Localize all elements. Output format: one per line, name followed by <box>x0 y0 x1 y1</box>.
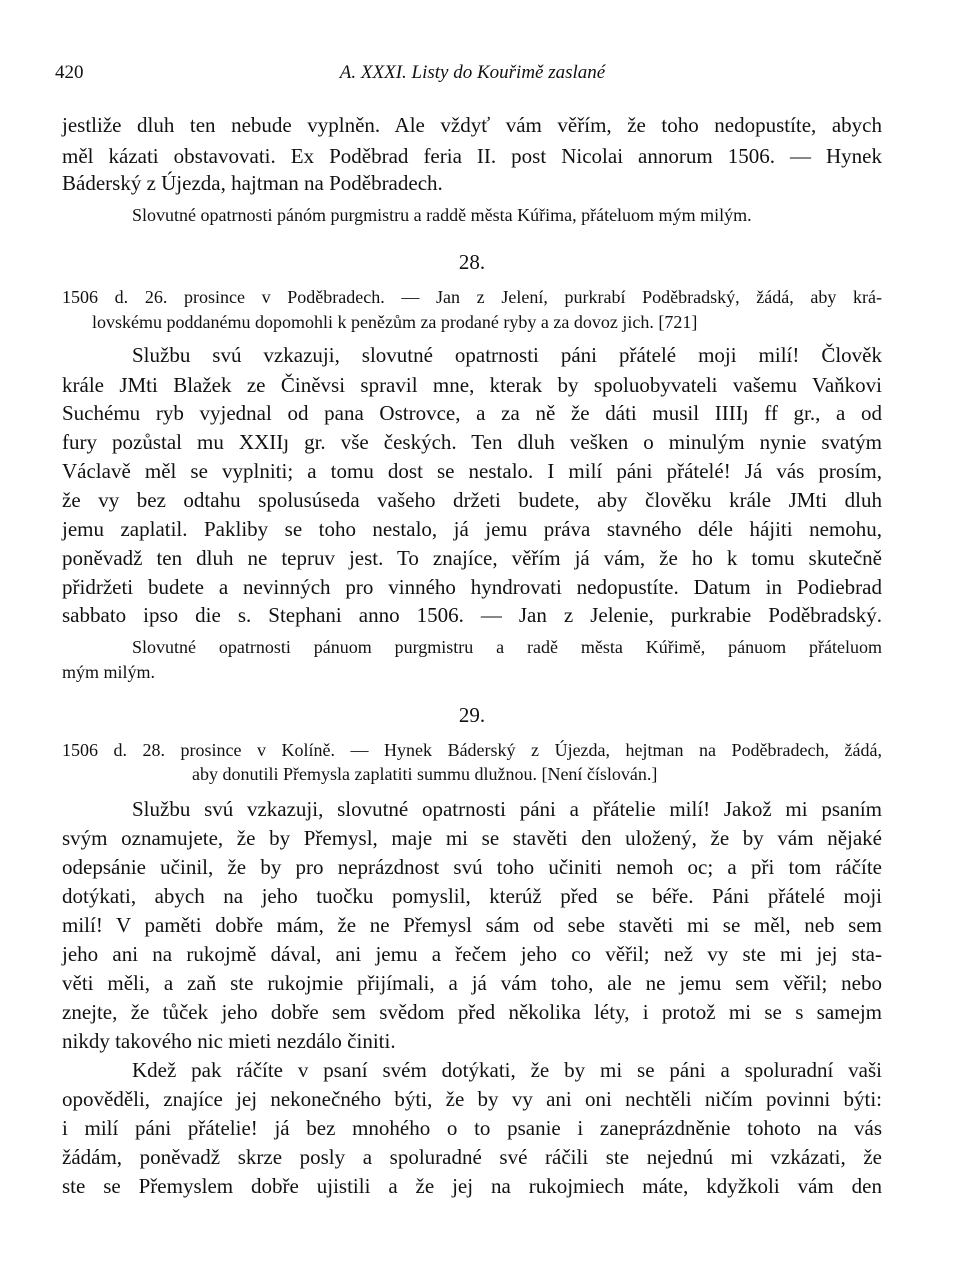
letter-number: 28. <box>458 250 486 274</box>
text-line: přidržeti budete a nevinných pro vinného hyndrovati nedopustíte. Datum in Podiebrad <box>62 575 882 599</box>
text-line: jemu zaplatil. Pakliby se toho nestalo, já jemu práva stavného déle hájiti nemohu, <box>62 517 882 541</box>
text-line: ste se Přemyslem dobře ujistili a že jej na rukojmiech máte, kdyžkoli vám den <box>62 1174 882 1198</box>
text-line: znejte, že tůček jeho dobře sem svědom před několika léty, i protož mi se s samejm <box>62 1000 882 1024</box>
text-line: měl kázati obstavovati. Ex Poděbrad feria II. post Nicolai annorum 1506. — Hynek <box>62 144 882 168</box>
text-line: Službu svú vzkazuji, slovutné opatrnosti páni a přátelie milí! Jakož mi psaním <box>132 797 882 821</box>
text-line: Suchému ryb vyjednal od pana Ostrovce, a za ně že dáti musil IIIIȷ ff gr., a od <box>62 401 882 425</box>
text-line: odepsánie učinil, že by pro neprázdnost svú toho učiniti nemoh oc; a při tom ráčíte <box>62 855 882 879</box>
text-line: nikdy takového nic mieti nezdálo činiti. <box>62 1029 396 1053</box>
letter-heading-line: 1506 d. 26. prosince v Poděbradech. — Jan z Jelení, purkrabí Poděbradský, žádá, aby krá- <box>62 287 882 307</box>
text-line: i milí páni přátelie! já bez mnohého o to psanie i zaneprázdněnie tohoto na vás <box>62 1116 882 1140</box>
letter-address: Slovutné opatrnosti pánóm purgmistru a raddě města Kúřima, přáteluom mým milým. <box>132 205 752 225</box>
text-line: opověděli, znajíce jej nekonečného býti, že by vy ani oni nechtěli ničím povinni býti: <box>62 1087 882 1111</box>
letter-heading-line: lovskému poddanému dopomohli k penězům za prodané ryby a za dovoz jich. [721] <box>92 312 698 332</box>
letter-number: 29. <box>458 703 486 727</box>
text-line: fury pozůstal mu XXIIȷ gr. vše českých. Ten dluh vešken o minulým nynie svatým <box>62 430 882 454</box>
text-line: poněvadž ten dluh ne tepruv jest. To znajíce, věřím já vám, že ho k tomu skutečně <box>62 546 882 570</box>
text-line: žádám, poněvadž skrze posly a spoluradné své ráčili ste nejednú mi vzkázati, že <box>62 1145 882 1169</box>
text-line: že vy bez odtahu spolusúseda vašeho držeti budete, aby člověku krále JMti dluh <box>62 488 882 512</box>
text-line: krále JMti Blažek ze Činěvsi spravil mne, kterak by spoluobyvateli vašemu Vaňkovi <box>62 373 882 397</box>
letter-heading-line: 1506 d. 28. prosince v Kolíně. — Hynek Báderský z Újezda, hejtman na Poděbradech, žádá, <box>62 740 882 760</box>
text-line: Kdež pak ráčíte v psaní svém dotýkati, že by mi se páni a spoluradní vaši <box>132 1058 882 1082</box>
text-line: sabbato ipso die s. Stephani anno 1506. — Jan z Jelenie, purkrabie Poděbradský. <box>62 603 882 627</box>
text-line: Václavě měl se vyplniti; a tomu dost se nestalo. I milí páni přátelé! Já vás prosím, <box>62 459 882 483</box>
page-number: 420 <box>55 62 84 83</box>
text-line: milí! V paměti dobře mám, že ne Přemysl sám od sebe stavěti mi se měl, neb sem <box>62 913 882 937</box>
text-line: jestliže dluh ten nebude vyplněn. Ale vždyť vám věřím, že toho nedopustíte, abych <box>62 113 882 137</box>
text-line: jeho ani na rukojmě dával, ani jemu a řečem jeho co věřil; než vy ste mi jej sta- <box>62 942 882 966</box>
letter-address: Slovutné opatrnosti pánuom purgmistru a radě města Kúřimě, pánuom přáteluom <box>132 637 882 657</box>
text-line: dotýkati, abych na jeho tuočku pomyslil, kterúž před se béře. Páni přátelé moji <box>62 884 882 908</box>
text-line: Službu svú vzkazuji, slovutné opatrnosti páni přátelé moji milí! Člověk <box>132 343 882 367</box>
page-header <box>55 62 890 90</box>
text-line: svým oznamujete, že by Přemysl, maje mi se stavěti den uložený, že by vám nějaké <box>62 826 882 850</box>
running-title: A. XXXI. Listy do Kouřimě zaslané <box>339 62 606 83</box>
letter-heading-line: aby donutili Přemysla zaplatiti summu dlužnou. [Není číslován.] <box>192 764 658 784</box>
text-line: věti měli, a zaň ste rukojmie přijímali, a já vám toho, ale ne jemu sem věřil; nebo <box>62 971 882 995</box>
letter-address: mým milým. <box>62 662 156 682</box>
text-line: Báderský z Újezda, hajtman na Poděbradech. <box>62 171 443 195</box>
